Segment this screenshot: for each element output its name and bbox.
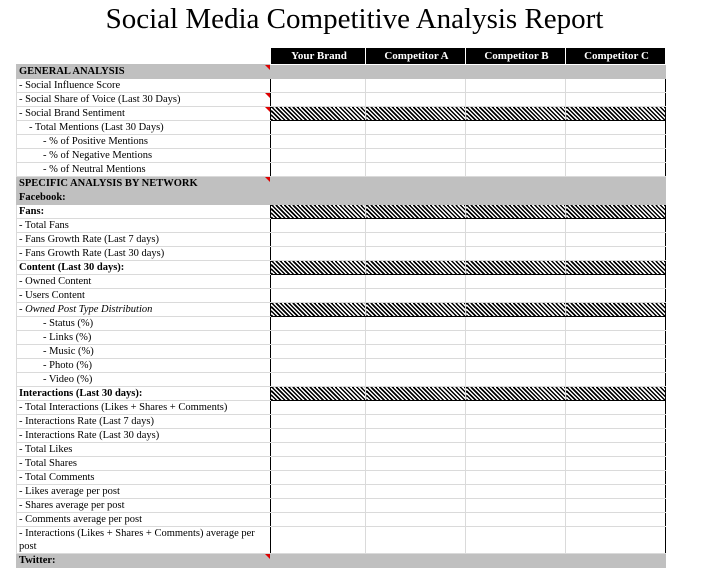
value-cell[interactable] [271, 499, 366, 513]
value-cell[interactable] [566, 471, 666, 485]
row-label-text: - Total Comments [19, 472, 95, 483]
value-cell[interactable] [366, 219, 466, 233]
row-label [17, 485, 271, 499]
value-cell[interactable] [466, 93, 566, 107]
value-cell[interactable] [466, 191, 566, 205]
row-label-text: - Interactions Rate (Last 30 days) [19, 430, 160, 441]
value-cell[interactable] [271, 303, 366, 317]
value-cell[interactable] [466, 135, 566, 149]
value-cell[interactable] [566, 457, 666, 471]
header-row [17, 48, 666, 65]
table-row [17, 373, 666, 387]
table-row [17, 163, 666, 177]
row-label-text: - Interactions (Likes + Shares + Comments) average per post [19, 528, 255, 552]
row-label [17, 107, 271, 121]
row-label-text: - Owned Post Type Distribution [19, 304, 153, 315]
row-label-text: - Video (%) [43, 374, 93, 385]
value-cell[interactable] [366, 65, 466, 79]
value-cell[interactable] [566, 443, 666, 457]
value-cell[interactable] [271, 261, 366, 275]
row-label [17, 79, 271, 93]
value-cell[interactable] [271, 177, 366, 191]
value-cell[interactable] [271, 373, 366, 387]
value-cell[interactable] [566, 373, 666, 387]
value-cell[interactable] [566, 191, 666, 205]
table-row [17, 177, 666, 191]
table-row [17, 513, 666, 527]
comment-marker-icon [265, 65, 270, 70]
value-cell[interactable] [366, 513, 466, 527]
value-cell[interactable] [271, 79, 366, 93]
table-row [17, 443, 666, 457]
value-cell[interactable] [466, 247, 566, 261]
value-cell[interactable] [466, 359, 566, 373]
row-label [17, 261, 271, 275]
value-cell[interactable] [271, 149, 366, 163]
value-cell[interactable] [366, 373, 466, 387]
value-cell[interactable] [566, 527, 666, 554]
value-cell[interactable] [566, 303, 666, 317]
comment-marker-icon [265, 554, 270, 559]
value-cell[interactable] [466, 499, 566, 513]
value-cell[interactable] [271, 65, 366, 79]
row-label-text: Interactions (Last 30 days): [19, 388, 143, 399]
row-label [17, 149, 271, 163]
row-label [17, 415, 271, 429]
value-cell[interactable] [466, 331, 566, 345]
value-cell[interactable] [366, 149, 466, 163]
value-cell[interactable] [466, 401, 566, 415]
value-cell[interactable] [466, 443, 566, 457]
row-label-text: - Links (%) [43, 332, 92, 343]
value-cell[interactable] [271, 191, 366, 205]
table-row [17, 247, 666, 261]
value-cell[interactable] [271, 387, 366, 401]
value-cell[interactable] [566, 331, 666, 345]
value-cell[interactable] [271, 135, 366, 149]
value-cell[interactable] [271, 471, 366, 485]
value-cell[interactable] [366, 135, 466, 149]
value-cell[interactable] [466, 163, 566, 177]
row-label-text: Content (Last 30 days): [19, 262, 125, 273]
value-cell[interactable] [366, 121, 466, 135]
row-label-text: - Comments average per post [19, 514, 143, 525]
table-row [17, 499, 666, 513]
row-label [17, 401, 271, 415]
row-label [17, 387, 271, 401]
value-cell[interactable] [566, 233, 666, 247]
row-label [17, 247, 271, 261]
row-label [17, 219, 271, 233]
value-cell[interactable] [271, 219, 366, 233]
value-cell[interactable] [366, 527, 466, 554]
row-label [17, 429, 271, 443]
row-label [17, 121, 271, 135]
value-cell[interactable] [271, 331, 366, 345]
value-cell[interactable] [271, 247, 366, 261]
value-cell[interactable] [566, 499, 666, 513]
table-row [17, 107, 666, 121]
value-cell[interactable] [366, 191, 466, 205]
value-cell[interactable] [466, 303, 566, 317]
row-label-text: - Status (%) [43, 318, 94, 329]
table-row [17, 93, 666, 107]
table-row [17, 317, 666, 331]
row-label-text: - Social Brand Sentiment [19, 108, 125, 119]
value-cell[interactable] [566, 247, 666, 261]
table-row [17, 79, 666, 93]
row-label [17, 65, 271, 79]
value-cell[interactable] [271, 527, 366, 554]
value-cell[interactable] [466, 205, 566, 219]
table-row [17, 275, 666, 289]
value-cell[interactable] [271, 289, 366, 303]
value-cell[interactable] [466, 177, 566, 191]
row-label-text: - Users Content [19, 290, 85, 301]
row-label-text: - Total Mentions (Last 30 Days) [29, 122, 164, 133]
value-cell[interactable] [466, 429, 566, 443]
value-cell[interactable] [271, 429, 366, 443]
value-cell[interactable] [566, 359, 666, 373]
table-row [17, 65, 666, 79]
table-row [17, 135, 666, 149]
row-label [17, 191, 271, 205]
value-cell[interactable] [366, 289, 466, 303]
row-label [17, 345, 271, 359]
row-label [17, 513, 271, 527]
row-label [17, 331, 271, 345]
value-cell[interactable] [566, 149, 666, 163]
col-competitor-c[interactable]: Competitor C [566, 48, 666, 65]
value-cell[interactable] [366, 163, 466, 177]
value-cell[interactable] [366, 93, 466, 107]
row-label-text: - Interactions Rate (Last 7 days) [19, 416, 154, 427]
value-cell[interactable] [566, 513, 666, 527]
row-label-text: - Likes average per post [19, 486, 120, 497]
comment-marker-icon [265, 177, 270, 182]
value-cell[interactable] [466, 65, 566, 79]
table-row [17, 485, 666, 499]
table-row [17, 359, 666, 373]
row-label [17, 93, 271, 107]
col-your-brand[interactable]: Your Brand [271, 48, 366, 65]
value-cell[interactable] [366, 261, 466, 275]
analysis-table [16, 47, 666, 568]
value-cell[interactable] [271, 107, 366, 121]
row-label-text: - Total Interactions (Likes + Shares + Comments) [19, 402, 228, 413]
table-row [17, 415, 666, 429]
value-cell[interactable] [566, 205, 666, 219]
table-row [17, 471, 666, 485]
col-competitor-b[interactable]: Competitor B [466, 48, 566, 65]
value-cell[interactable] [466, 457, 566, 471]
table-row [17, 219, 666, 233]
value-cell[interactable] [466, 345, 566, 359]
value-cell[interactable] [271, 443, 366, 457]
value-cell[interactable] [466, 373, 566, 387]
row-label [17, 163, 271, 177]
row-label-text: - Social Influence Score [19, 80, 121, 91]
row-label [17, 359, 271, 373]
value-cell[interactable] [466, 317, 566, 331]
row-label [17, 205, 271, 219]
table-row [17, 191, 666, 205]
value-cell[interactable] [566, 429, 666, 443]
comment-marker-icon [265, 107, 270, 112]
row-label-text: - Shares average per post [19, 500, 125, 511]
value-cell[interactable] [466, 387, 566, 401]
value-cell[interactable] [566, 177, 666, 191]
row-label [17, 443, 271, 457]
value-cell[interactable] [566, 163, 666, 177]
table-row [17, 233, 666, 247]
row-label-text: Fans: [19, 206, 45, 217]
value-cell[interactable] [466, 471, 566, 485]
value-cell[interactable] [366, 233, 466, 247]
row-label [17, 233, 271, 247]
report-title: Social Media Competitive Analysis Report [105, 3, 604, 35]
table-row [17, 457, 666, 471]
value-cell[interactable] [566, 401, 666, 415]
value-cell[interactable] [466, 485, 566, 499]
table-row [17, 331, 666, 345]
row-label-text: Twitter: [19, 555, 56, 566]
value-cell[interactable] [366, 387, 466, 401]
value-cell[interactable] [271, 121, 366, 135]
table-row [17, 429, 666, 443]
row-label [17, 499, 271, 513]
row-label-text: - % of Negative Mentions [43, 150, 153, 161]
value-cell[interactable] [566, 107, 666, 121]
value-cell[interactable] [271, 205, 366, 219]
value-cell[interactable] [466, 289, 566, 303]
value-cell[interactable] [566, 219, 666, 233]
value-cell[interactable] [271, 415, 366, 429]
value-cell[interactable] [466, 79, 566, 93]
value-cell[interactable] [271, 345, 366, 359]
value-cell[interactable] [466, 121, 566, 135]
value-cell[interactable] [466, 149, 566, 163]
value-cell[interactable] [271, 457, 366, 471]
table-row [17, 527, 666, 554]
value-cell[interactable] [366, 457, 466, 471]
table-row [17, 554, 666, 568]
value-cell[interactable] [271, 401, 366, 415]
value-cell[interactable] [566, 79, 666, 93]
value-cell[interactable] [366, 554, 466, 568]
value-cell[interactable] [366, 485, 466, 499]
row-label [17, 554, 271, 568]
value-cell[interactable] [466, 527, 566, 554]
value-cell[interactable] [366, 247, 466, 261]
value-cell[interactable] [366, 303, 466, 317]
row-label-text: - Music (%) [43, 346, 94, 357]
row-label [17, 471, 271, 485]
value-cell[interactable] [566, 485, 666, 499]
value-cell[interactable] [366, 401, 466, 415]
value-cell[interactable] [366, 415, 466, 429]
table-row [17, 149, 666, 163]
value-cell[interactable] [466, 219, 566, 233]
row-label-text: Facebook: [19, 192, 66, 203]
table-row [17, 261, 666, 275]
value-cell[interactable] [466, 275, 566, 289]
value-cell[interactable] [271, 233, 366, 247]
table-row [17, 205, 666, 219]
value-cell[interactable] [366, 429, 466, 443]
value-cell[interactable] [466, 261, 566, 275]
value-cell[interactable] [566, 317, 666, 331]
row-label-text: SPECIFIC ANALYSIS BY NETWORK [19, 178, 198, 189]
value-cell[interactable] [466, 107, 566, 121]
header-blank [17, 48, 271, 65]
row-label-text: - Fans Growth Rate (Last 7 days) [19, 234, 159, 245]
value-cell[interactable] [271, 275, 366, 289]
value-cell[interactable] [466, 554, 566, 568]
value-cell[interactable] [566, 121, 666, 135]
value-cell[interactable] [566, 554, 666, 568]
value-cell[interactable] [366, 499, 466, 513]
value-cell[interactable] [366, 177, 466, 191]
row-label [17, 135, 271, 149]
value-cell[interactable] [271, 163, 366, 177]
value-cell[interactable] [566, 65, 666, 79]
row-label [17, 373, 271, 387]
row-label-text: - Photo (%) [43, 360, 92, 371]
row-label [17, 527, 271, 554]
row-label [17, 303, 271, 317]
value-cell[interactable] [366, 79, 466, 93]
value-cell[interactable] [271, 554, 366, 568]
value-cell[interactable] [366, 359, 466, 373]
row-label-text: - Social Share of Voice (Last 30 Days) [19, 94, 181, 105]
row-label [17, 317, 271, 331]
value-cell[interactable] [366, 345, 466, 359]
value-cell[interactable] [366, 275, 466, 289]
row-label [17, 275, 271, 289]
value-cell[interactable] [566, 261, 666, 275]
value-cell[interactable] [566, 275, 666, 289]
row-label [17, 457, 271, 471]
row-label-text: - % of Positive Mentions [43, 136, 148, 147]
value-cell[interactable] [566, 387, 666, 401]
table-row [17, 303, 666, 317]
row-label [17, 289, 271, 303]
value-cell[interactable] [566, 93, 666, 107]
value-cell[interactable] [271, 317, 366, 331]
row-label-text: - Total Shares [19, 458, 77, 469]
col-competitor-a[interactable]: Competitor A [366, 48, 466, 65]
value-cell[interactable] [366, 107, 466, 121]
value-cell[interactable] [466, 415, 566, 429]
table-row [17, 121, 666, 135]
table-row [17, 401, 666, 415]
row-label-text: - Fans Growth Rate (Last 30 days) [19, 248, 165, 259]
value-cell[interactable] [271, 485, 366, 499]
row-label-text: - Total Likes [19, 444, 73, 455]
comment-marker-icon [265, 93, 270, 98]
value-cell[interactable] [566, 135, 666, 149]
value-cell[interactable] [466, 513, 566, 527]
value-cell[interactable] [366, 317, 466, 331]
value-cell[interactable] [271, 513, 366, 527]
row-label-text: - % of Neutral Mentions [43, 164, 146, 175]
row-label [17, 177, 271, 191]
table-row [17, 345, 666, 359]
value-cell[interactable] [466, 233, 566, 247]
value-cell[interactable] [566, 289, 666, 303]
row-label-text: GENERAL ANALYSIS [19, 66, 125, 77]
value-cell[interactable] [566, 415, 666, 429]
value-cell[interactable] [566, 345, 666, 359]
value-cell[interactable] [366, 331, 466, 345]
value-cell[interactable] [366, 443, 466, 457]
row-label-text: - Total Fans [19, 220, 69, 231]
value-cell[interactable] [271, 93, 366, 107]
value-cell[interactable] [271, 359, 366, 373]
table-row [17, 289, 666, 303]
row-label-text: - Owned Content [19, 276, 92, 287]
value-cell[interactable] [366, 205, 466, 219]
value-cell[interactable] [366, 471, 466, 485]
table-row [17, 387, 666, 401]
